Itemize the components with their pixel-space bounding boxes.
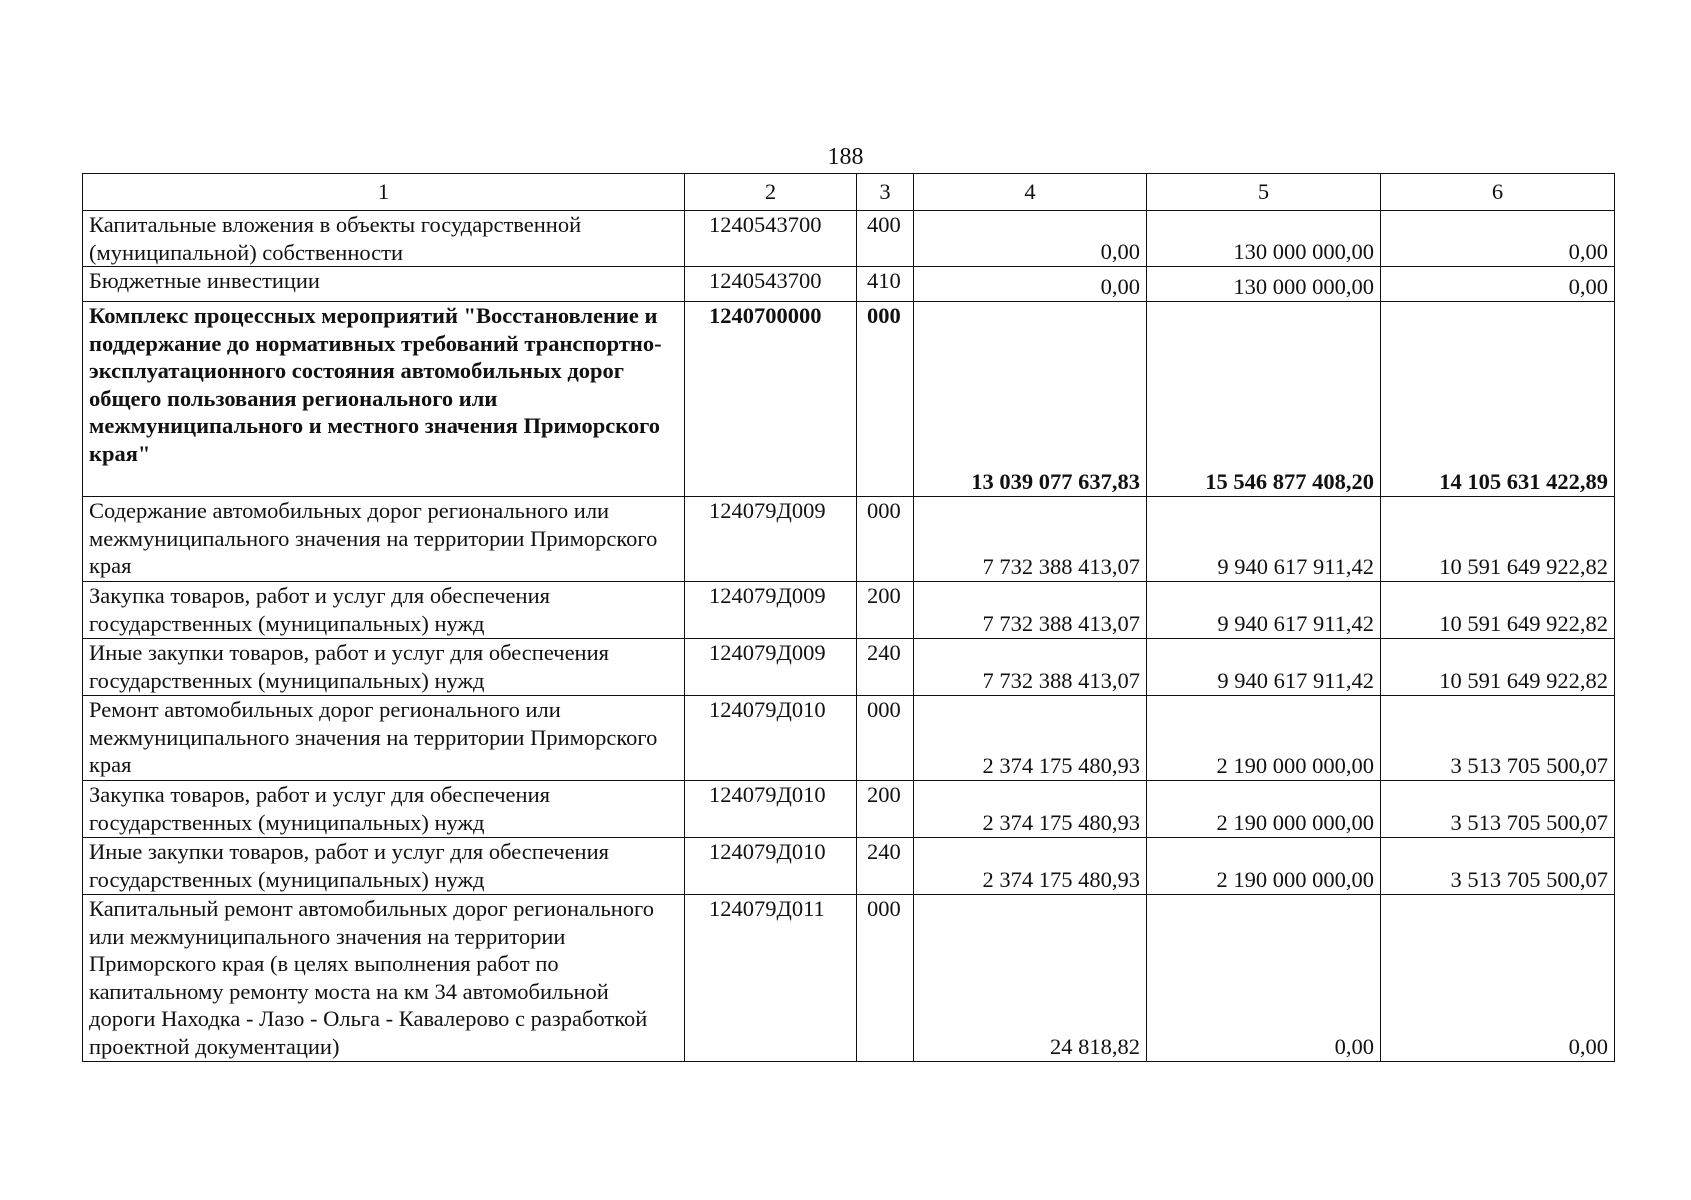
row-value-4: 2 374 175 480,93 bbox=[914, 781, 1147, 838]
table-row bbox=[83, 582, 1615, 639]
row-value-5: 2 190 000 000,00 bbox=[1147, 696, 1381, 781]
table-header-row bbox=[83, 174, 1615, 211]
table-row bbox=[83, 211, 1615, 267]
row-value-4: 0,00 bbox=[914, 211, 1147, 267]
table-row bbox=[83, 302, 1615, 497]
row-kind: 000 bbox=[857, 497, 914, 582]
row-name: Закупка товаров, работ и услуг для обеспечения государственных (муниципальных) нужд bbox=[83, 781, 685, 838]
row-name: Содержание автомобильных дорог регионального или межмуниципального значения на территории Приморского края bbox=[83, 497, 685, 582]
row-value-6: 10 591 649 922,82 bbox=[1381, 639, 1615, 696]
row-kind: 000 bbox=[857, 696, 914, 781]
row-name: Иные закупки товаров, работ и услуг для обеспечения государственных (муниципальных) нужд bbox=[83, 639, 685, 696]
column-header: 3 bbox=[857, 174, 914, 211]
row-kind: 000 bbox=[857, 302, 914, 497]
row-value-4: 7 732 388 413,07 bbox=[914, 497, 1147, 582]
row-value-5: 9 940 617 911,42 bbox=[1147, 497, 1381, 582]
row-name: Бюджетные инвестиции bbox=[83, 267, 685, 302]
row-value-6: 3 513 705 500,07 bbox=[1381, 696, 1615, 781]
row-code: 124079Д009 bbox=[685, 497, 857, 582]
row-value-4: 2 374 175 480,93 bbox=[914, 696, 1147, 781]
row-kind: 240 bbox=[857, 639, 914, 696]
row-value-4: 2 374 175 480,93 bbox=[914, 838, 1147, 895]
row-name: Капитальные вложения в объекты государственной (муниципальной) собственности bbox=[83, 211, 685, 267]
row-kind: 200 bbox=[857, 582, 914, 639]
row-kind: 200 bbox=[857, 781, 914, 838]
table-row bbox=[83, 895, 1615, 1062]
row-kind: 240 bbox=[857, 838, 914, 895]
row-value-4: 24 818,82 bbox=[914, 895, 1147, 1062]
row-value-6: 0,00 bbox=[1381, 267, 1615, 302]
row-value-4: 7 732 388 413,07 bbox=[914, 582, 1147, 639]
row-value-5: 2 190 000 000,00 bbox=[1147, 838, 1381, 895]
row-code: 1240700000 bbox=[685, 302, 857, 497]
row-kind: 400 bbox=[857, 211, 914, 267]
table-row bbox=[83, 497, 1615, 582]
row-value-6: 0,00 bbox=[1381, 895, 1615, 1062]
column-header: 5 bbox=[1147, 174, 1381, 211]
row-code: 124079Д010 bbox=[685, 781, 857, 838]
row-code: 124079Д010 bbox=[685, 838, 857, 895]
row-code: 124079Д010 bbox=[685, 696, 857, 781]
row-value-6: 0,00 bbox=[1381, 211, 1615, 267]
column-header: 1 bbox=[83, 174, 685, 211]
row-value-5: 2 190 000 000,00 bbox=[1147, 781, 1381, 838]
row-name: Закупка товаров, работ и услуг для обеспечения государственных (муниципальных) нужд bbox=[83, 582, 685, 639]
row-value-5: 0,00 bbox=[1147, 895, 1381, 1062]
table-row bbox=[83, 639, 1615, 696]
row-value-5: 15 546 877 408,20 bbox=[1147, 302, 1381, 497]
row-value-5: 9 940 617 911,42 bbox=[1147, 582, 1381, 639]
row-name: Комплекс процессных мероприятий "Восстановление и поддержание до нормативных требований транспортно-эксплуатационного состояния автомобильных дорог общего пользования регионального или межмуниципального и местного значения Приморского края" bbox=[83, 302, 685, 497]
page-number: 188 bbox=[827, 144, 864, 170]
row-value-6: 10 591 649 922,82 bbox=[1381, 582, 1615, 639]
column-header: 2 bbox=[685, 174, 857, 211]
table-row bbox=[83, 267, 1615, 302]
row-code: 124079Д009 bbox=[685, 582, 857, 639]
row-name: Капитальный ремонт автомобильных дорог регионального или межмуниципального значения на территории Приморского края (в целях выполнения работ по капитальному ремонту моста на км 34 автомобильной дороги Находка - Лазо - Ольга - Кавалерово с разработкой проектной документации) bbox=[83, 895, 685, 1062]
row-name: Иные закупки товаров, работ и услуг для обеспечения государственных (муниципальных) нужд bbox=[83, 838, 685, 895]
row-value-4: 13 039 077 637,83 bbox=[914, 302, 1147, 497]
table-row bbox=[83, 838, 1615, 895]
row-value-5: 9 940 617 911,42 bbox=[1147, 639, 1381, 696]
table-row bbox=[83, 781, 1615, 838]
row-value-4: 7 732 388 413,07 bbox=[914, 639, 1147, 696]
row-name: Ремонт автомобильных дорог регионального или межмуниципального значения на территории Приморского края bbox=[83, 696, 685, 781]
row-code: 1240543700 bbox=[685, 211, 857, 267]
row-value-5: 130 000 000,00 bbox=[1147, 211, 1381, 267]
row-value-4: 0,00 bbox=[914, 267, 1147, 302]
row-value-6: 3 513 705 500,07 bbox=[1381, 781, 1615, 838]
row-value-5: 130 000 000,00 bbox=[1147, 267, 1381, 302]
row-value-6: 3 513 705 500,07 bbox=[1381, 838, 1615, 895]
column-header: 6 bbox=[1381, 174, 1615, 211]
row-code: 124079Д009 bbox=[685, 639, 857, 696]
column-header: 4 bbox=[914, 174, 1147, 211]
row-value-6: 10 591 649 922,82 bbox=[1381, 497, 1615, 582]
row-kind: 410 bbox=[857, 267, 914, 302]
row-code: 124079Д011 bbox=[685, 895, 857, 1062]
row-code: 1240543700 bbox=[685, 267, 857, 302]
row-value-6: 14 105 631 422,89 bbox=[1381, 302, 1615, 497]
table-row bbox=[83, 696, 1615, 781]
row-kind: 000 bbox=[857, 895, 914, 1062]
budget-table bbox=[82, 173, 1615, 1062]
